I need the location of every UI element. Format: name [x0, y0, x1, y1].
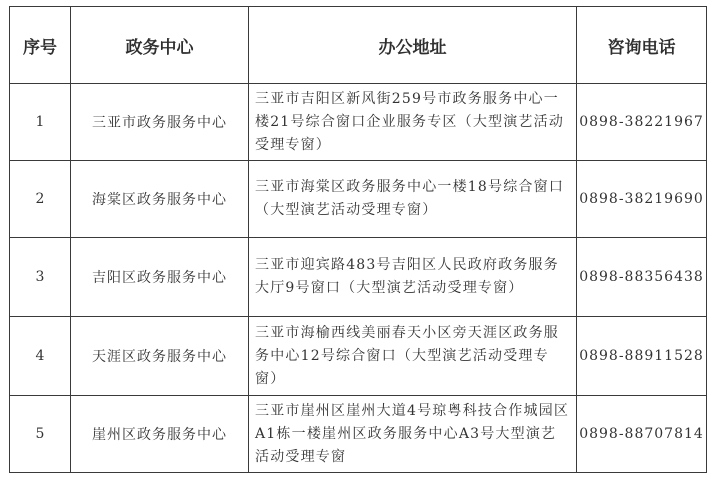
- table-row: [10, 84, 707, 161]
- row-center-name: 吉阳区政务服务中心: [71, 238, 249, 317]
- table-row: [10, 238, 707, 317]
- service-center-table: [9, 6, 707, 473]
- row-index: 4: [10, 317, 71, 396]
- row-center-name: 崖州区政务服务中心: [71, 396, 249, 473]
- row-phone: 0898-38221967: [577, 84, 707, 161]
- row-index: 3: [10, 238, 71, 317]
- table-row: [10, 161, 707, 238]
- header-phone: 咨询电话: [577, 7, 707, 84]
- row-address: 三亚市迎宾路483号吉阳区人民政府政务服务大厅9号窗口（大型演艺活动受理专窗）: [249, 238, 577, 317]
- header-address: 办公地址: [249, 7, 577, 84]
- table-row: [10, 396, 707, 473]
- header-center: 政务中心: [71, 7, 249, 84]
- table-header-row: [10, 7, 707, 84]
- row-address: 三亚市海榆西线美丽春天小区旁天涯区政务服务中心12号综合窗口（大型演艺活动受理专窗）: [249, 317, 577, 396]
- row-center-name: 三亚市政务服务中心: [71, 84, 249, 161]
- row-center-name: 天涯区政务服务中心: [71, 317, 249, 396]
- header-index: 序号: [10, 7, 71, 84]
- row-address: 三亚市吉阳区新风街259号市政务服务中心一楼21号综合窗口企业服务专区（大型演艺活动受理专窗）: [249, 84, 577, 161]
- row-phone: 0898-88911528: [577, 317, 707, 396]
- row-index: 5: [10, 396, 71, 473]
- row-center-name: 海棠区政务服务中心: [71, 161, 249, 238]
- row-address: 三亚市海棠区政务服务中心一楼18号综合窗口（大型演艺活动受理专窗）: [249, 161, 577, 238]
- row-index: 2: [10, 161, 71, 238]
- row-index: 1: [10, 84, 71, 161]
- table-row: [10, 317, 707, 396]
- row-phone: 0898-38219690: [577, 161, 707, 238]
- row-phone: 0898-88356438: [577, 238, 707, 317]
- row-phone: 0898-88707814: [577, 396, 707, 473]
- row-address: 三亚市崖州区崖州大道4号琼粤科技合作城园区A1栋一楼崖州区政务服务中心A3号大型演艺活动受理专窗: [249, 396, 577, 473]
